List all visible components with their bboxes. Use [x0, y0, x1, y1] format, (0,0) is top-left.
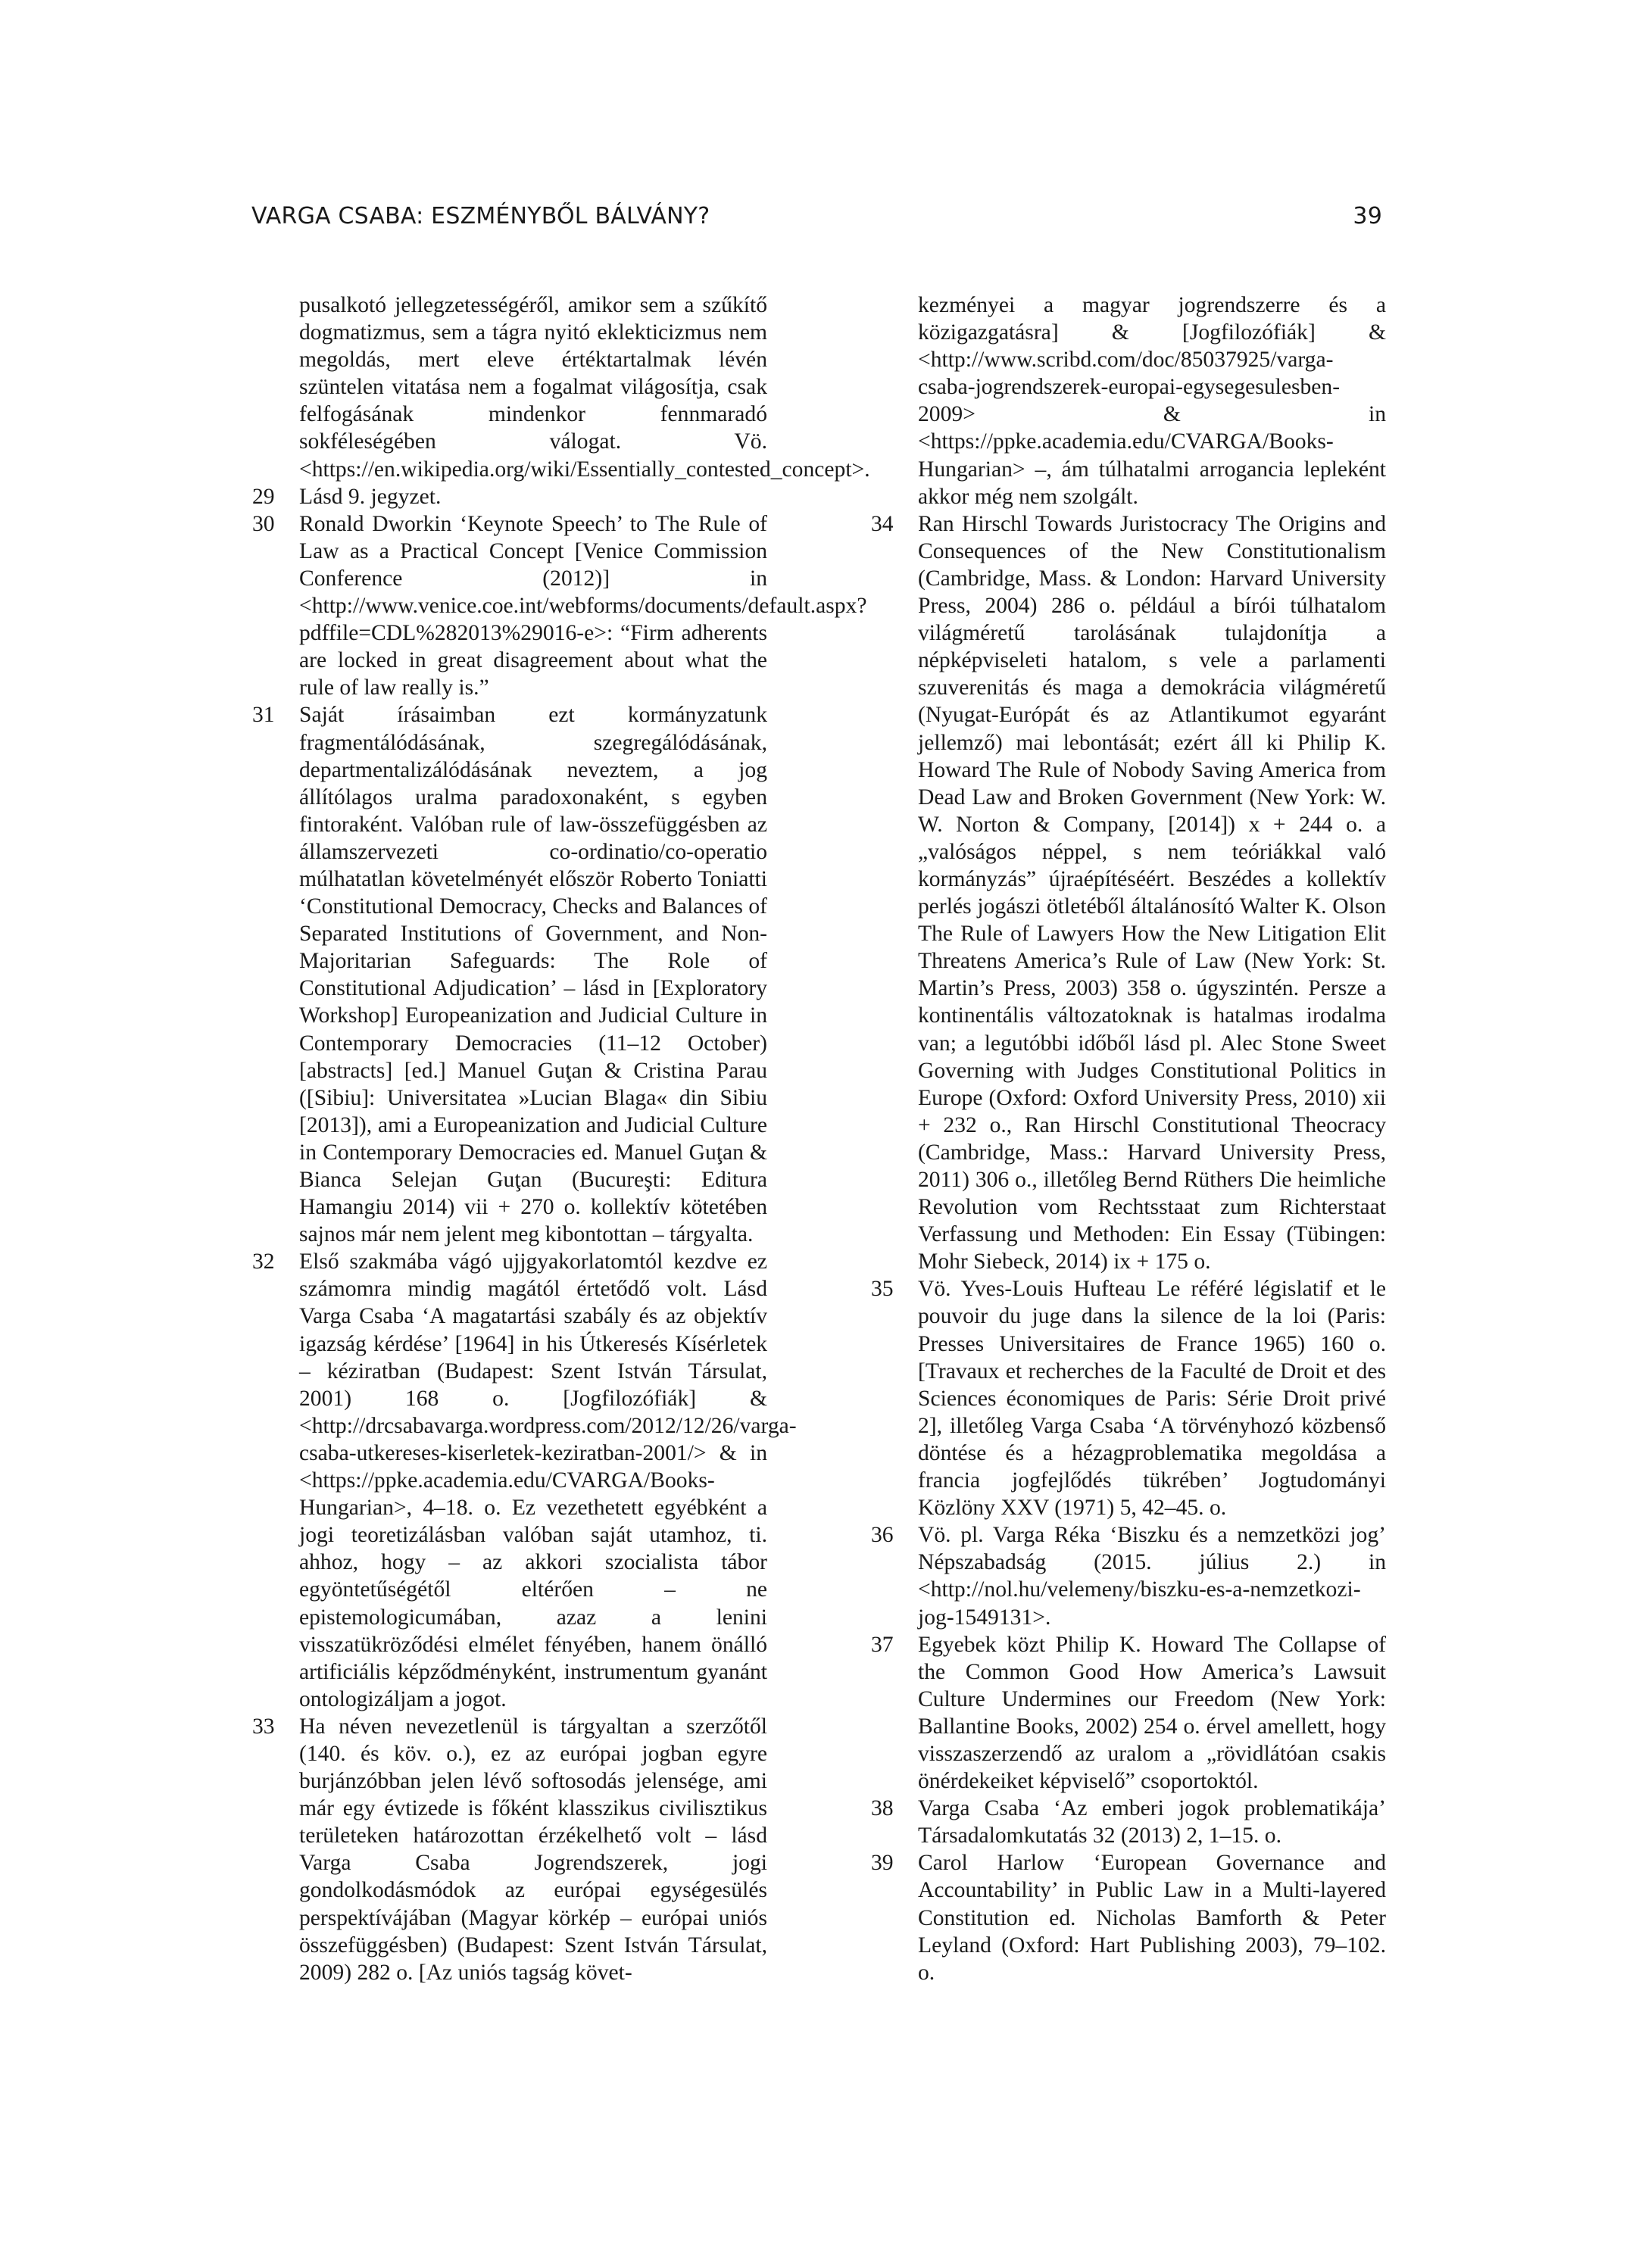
footnote-32	[252, 1248, 797, 1713]
footnote-text: Vö. Yves-Louis Hufteau Le référé législatif et le pouvoir du juge dans la silence de la loi (Paris: Presses Universitaires de France 1965) 160 o. [Travaux et recherches de la Faculté de Droit et des Sciences économiques de Paris: Série Droit privé 2], illetőleg Varga Csaba ‘A törvényhozó közbenső döntése és a hézagproblematika megoldása a francia jogfejlődés tükrében’ Jogtudományi Közlöny XXV (1971) 5, 42–45. o.	[918, 1277, 1386, 1521]
footnote-number: 30	[252, 511, 275, 536]
footnote-text: Lásd 9. jegyzet.	[299, 484, 442, 509]
running-header	[251, 203, 1382, 241]
footnote-text: Ronald Dworkin ‘Keynote Speech’ to The Rule of Law as a Practical Concept [Venice Commission Conference (2012)] in <http://www.venice.coe.int/webforms/documents/default.aspx?pdffile=CDL%282013%29016-e>: “Firm adherents are locked in great disagreement about what the rule of law really is.”	[299, 511, 867, 700]
footnote-39	[871, 1849, 1386, 1986]
footnote-number: 36	[871, 1523, 894, 1548]
footnote-continuation	[252, 292, 870, 483]
footnotes-left-column	[252, 292, 870, 1986]
footnote-text: Carol Harlow ‘European Governance and Accountability’ in Public Law in a Multi-layered Constitution ed. Nicholas Bamforth & Peter Leyland (Oxford: Hart Publishing 2003), 79–102. o.	[918, 1851, 1386, 1985]
footnote-33	[252, 1713, 767, 1986]
running-title: VARGA CSABA: ESZMÉNYBŐL BÁLVÁNY?	[251, 203, 710, 229]
footnote-text: Vö. pl. Varga Réka ‘Biszku és a nemzetközi jog’ Népszabadság (2015. július 2.) in <http://nol.hu/velemeny/biszku-es-a-nemzetkozi-jog-1549131>.	[918, 1523, 1386, 1630]
footnote-number: 34	[871, 511, 894, 536]
page-number: 39	[1353, 203, 1382, 229]
footnote-35	[871, 1275, 1386, 1521]
footnote-text: Egyebek közt Philip K. Howard The Collapse of the Common Good How America’s Lawsuit Culture Undermines our Freedom (New York: Ballantine Books, 2002) 254 o. érvel amellett, hogy visszaszerzendő az uralom a „rövidlátóan csakis önérdekeiket képviselő” csoportoktól.	[918, 1632, 1386, 1794]
footnote-36	[871, 1521, 1386, 1630]
footnote-number: 33	[252, 1714, 275, 1739]
footnote-text: Ran Hirschl Towards Juristocracy The Origins and Consequences of the New Constitutionalism (Cambridge, Mass. & London: Harvard University Press, 2004) 286 o. például a bírói túlhatalom világméretű tarolásának tulajdonítja a népképviseleti hatalom, s vele a parlamenti szuverenitás és maga a demokrácia világméretű (Nyugat-Európát és az Atlantikumot egyaránt jellemző) mai lebontását; ezért áll ki Philip K. Howard The Rule of Nobody Saving America from Dead Law and Broken Government (New York: W. W. Norton & Company, [2014]) x + 244 o. a „valóságos néppel, s nem teóriákkal való kormányzás” újraépítéséért. Beszédes a kollektív perlés jogászi ötletéből általánosító Walter K. Olson The Rule of Lawyers How the New Litigation Elit Threatens America’s Rule of Law (New York: St. Martin’s Press, 2003) 358 o. úgyszintén. Persze a kontinentális változatoknak is hatalmas irodalma van; a legutóbbi időből lásd pl. Alec Stone Sweet Governing with Judges Constitutional Politics in Europe (Oxford: Oxford University Press, 2010) xii + 232 o., Ran Hirschl Constitutional Theocracy (Cambridge, Mass.: Harvard University Press, 2011) 306 o., illetőleg Bernd Rüthers Die heimliche Revolution vom Rechtsstaat zum Richterstaat Verfassung und Methoden: Ein Essay (Tübingen: Mohr Siebeck, 2014) ix + 175 o.	[918, 511, 1386, 1274]
footnote-continuation	[871, 292, 1386, 510]
footnote-38	[871, 1795, 1386, 1849]
footnote-29	[252, 483, 767, 510]
footnote-text: pusalkotó jellegzetességéről, amikor sem a szűkítő dogmatizmus, sem a tágra nyitó eklekticizmus nem megoldás, mert eleve értéktartalmak lévén szüntelen vitatása nem a fogalmat világosítja, csak felfogásának mindenkor fennmaradó sokféleségében válogat. Vö. <https://en.wikipedia.org/wiki/Essentially_contested_concept>.	[299, 293, 870, 482]
footnote-37	[871, 1631, 1386, 1795]
footnote-text: Varga Csaba ‘Az emberi jogok problematikája’ Társadalomkutatás 32 (2013) 2, 1–15. o.	[918, 1796, 1386, 1848]
footnote-number: 35	[871, 1277, 894, 1302]
footnote-text: Ha néven nevezetlenül is tárgyaltan a szerzőtől (140. és köv. o.), ez az európai jogban egyre burjánzóbban jelen lévő softosodás jelensége, ami már egy évtizede is főként klasszikus civilisztikus területeken határozottan érzékelhető volt – lásd Varga Csaba Jogrendszerek, jogi gondolkodásmódok az európai egységesülés perspektívájában (Magyar körkép – európai uniós összefüggésben) (Budapest: Szent István Társulat, 2009) 282 o. [Az uniós tagság követ-	[299, 1714, 767, 1985]
footnote-number: 32	[252, 1249, 275, 1274]
footnote-number: 31	[252, 703, 275, 728]
footnote-number: 38	[871, 1796, 894, 1821]
footnote-number: 37	[871, 1632, 894, 1657]
footnotes-right-column	[871, 292, 1386, 1986]
footnote-number: 29	[252, 484, 275, 509]
footnote-number: 39	[871, 1851, 894, 1876]
footnote-31	[252, 701, 767, 1248]
footnote-30	[252, 510, 867, 702]
footnote-34	[871, 510, 1386, 1276]
footnote-text: Saját írásaimban ezt kormányzatunk fragmentálódásának, szegregálódásának, departmentalizálódásának neveztem, a jog állítólagos uralma paradoxonaként, s egyben fintoraként. Valóban rule of law-összefüggésben az államszervezeti co-ordinatio/co-operatio múlhatatlan követelményét először Roberto Toniatti ‘Constitutional Democracy, Checks and Balances of Separated Institutions of Government, and Non-Majoritarian Safeguards: The Role of Constitutional Adjudication’ – lásd in [Exploratory Workshop] Europeanization and Judicial Culture in Contemporary Democracies (11–12 October) [abstracts] [ed.] Manuel Guţan & Cristina Parau ([Sibiu]: Universitatea »Lucian Blaga« din Sibiu [2013]), ami a Europeanization and Judicial Culture in Contemporary Democracies ed. Manuel Guţan & Bianca Selejan Guţan (Bucureşti: Editura Hamangiu 2014) vii + 270 o. kollektív kötetében sajnos már nem jelent meg kibontottan – tárgyalta.	[299, 703, 767, 1247]
footnote-text: Első szakmába vágó ujjgyakorlatomtól kezdve ez számomra mindig magától értetődő volt. Lásd Varga Csaba ‘A magatartási szabály és az objektív igazság kérdése’ [1964] in his Útkeresés Kísérletek – kéziratban (Budapest: Szent István Társulat, 2001) 168 o. [Jogfilozófiák] & <http://drcsabavarga.wordpress.com/2012/12/26/varga-csaba-utkereses-kiserletek-keziratban-2001/> & in <https://ppke.academia.edu/CVARGA/Books-Hungarian>, 4–18. o. Ez vezethetett egyébként a jogi teoretizálásban valóban saját utamhoz, ti. ahhoz, hogy – az akkori szocialista tábor egyöntetűségétől eltérően – ne epistemologicumában, azaz a lenini visszatükröződési elmélet fényében, hanem önálló artificiális képződményként, instrumentum gyanánt ontologizáljam a jogot.	[299, 1249, 797, 1711]
footnote-text: kezményei a magyar jogrendszerre és a közigazgatásra] & [Jogfilozófiák] & <http://www.scribd.com/doc/85037925/varga-csaba-jogrendszerek-europai-egysegesulesben-2009> & in <https://ppke.academia.edu/CVARGA/Books-Hungarian> –, ám túlhatalmi arrogancia lepleként akkor még nem szolgált.	[918, 293, 1386, 509]
